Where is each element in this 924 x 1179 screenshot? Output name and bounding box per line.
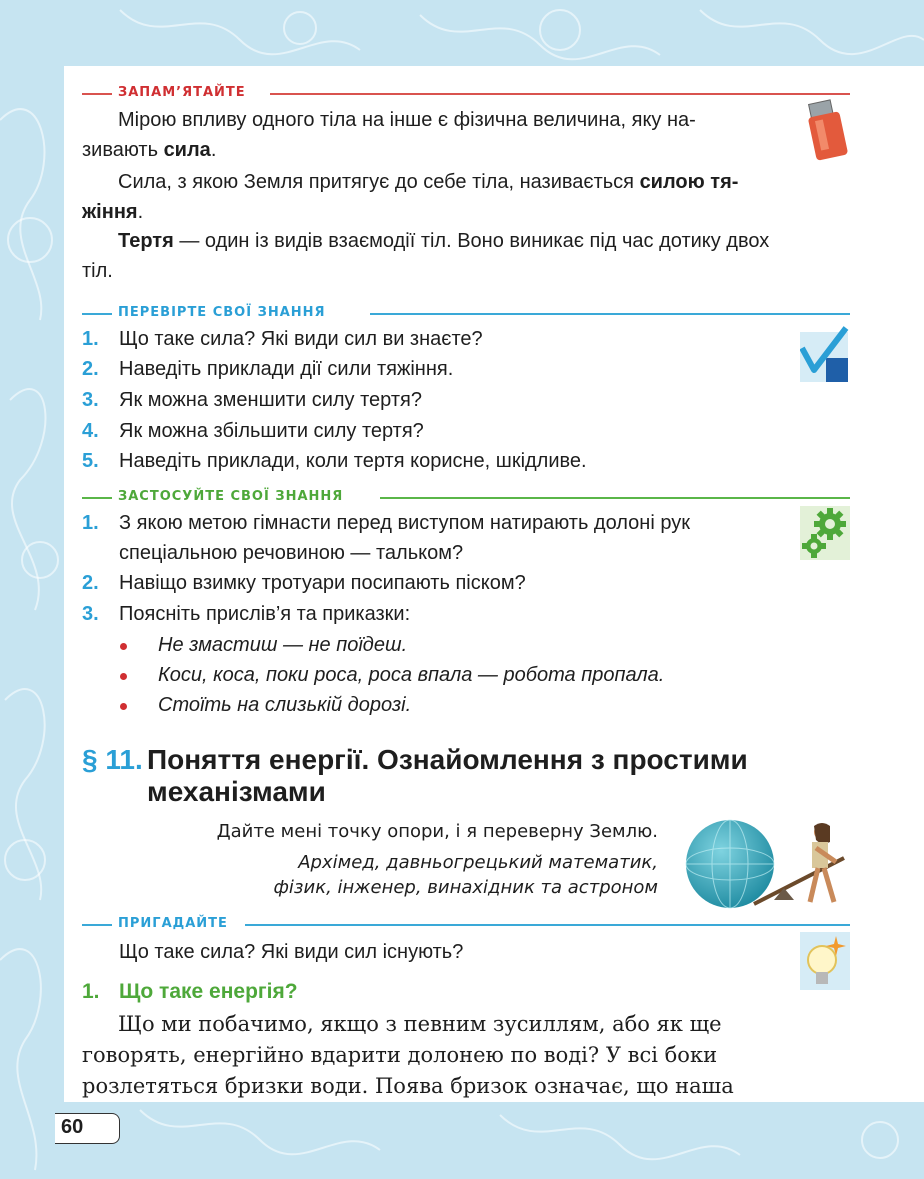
text-span: . xyxy=(137,201,144,223)
term-gravity-cont: жіння xyxy=(82,201,138,223)
item-number: 3. xyxy=(82,389,99,411)
item-text: Як можна зменшити силу тертя? xyxy=(119,389,422,411)
section-title xyxy=(147,744,827,808)
check-header-label: ПЕРЕВІРТЕ СВОЇ ЗНАННЯ xyxy=(118,305,326,320)
text-span: . xyxy=(210,139,217,161)
term-force: сила xyxy=(163,139,211,161)
bullet-dot xyxy=(120,643,127,650)
archimedes-illustration xyxy=(684,818,854,919)
lightbulb-icon xyxy=(800,930,852,997)
remember-header-label: ЗАПАМ’ЯТАЙТЕ xyxy=(118,85,246,100)
item-text: Наведіть приклади, коли тертя корисне, шкідливе. xyxy=(119,450,587,472)
page-number-tab xyxy=(55,1113,120,1144)
item-number: 4. xyxy=(82,420,99,442)
text-span: Сила, з якою Земля притягує до себе тіла, називається xyxy=(118,171,640,193)
section-title-line: Поняття енергії. Ознайомлення з простими xyxy=(147,744,748,775)
subsection-number: 1. xyxy=(82,980,100,1003)
term-friction: Тертя xyxy=(118,230,174,252)
proverb-text: Не змастиш — не поїдеш. xyxy=(158,634,408,656)
bullet-dot xyxy=(120,703,127,710)
item-text: Навіщо взимку тротуари посипають піском? xyxy=(119,572,526,594)
remember-line: тіл. xyxy=(82,260,113,282)
body-line: розлетяться бризки води. Поява бризок означає, що наша xyxy=(82,1074,734,1098)
epigraph-quote: Дайте мені точку опори, і я переверну Землю. xyxy=(216,821,658,842)
remember-line: Мірою впливу одного тіла на інше є фізична величина, яку на- xyxy=(118,109,696,131)
remember-paragraph-3 xyxy=(82,226,850,286)
bullet-dot xyxy=(120,673,127,680)
recall-text: Що таке сила? Які види сил існують? xyxy=(119,941,464,963)
recall-header xyxy=(82,911,850,931)
text-span: зивають xyxy=(82,139,164,161)
remember-paragraph-2 xyxy=(82,167,850,227)
proverb-text: Стоїть на слизькій дорозі. xyxy=(158,694,412,716)
item-text: Що таке сила? Які види сил ви знаєте? xyxy=(119,328,483,350)
proverb-text: Коси, коса, поки роса, роса впала — робота пропала. xyxy=(158,664,665,686)
checkmark-icon xyxy=(800,326,852,391)
remember-paragraph-1 xyxy=(82,105,850,165)
item-line: спеціальною речовиною — тальком? xyxy=(119,542,464,564)
remember-line xyxy=(82,135,850,165)
body-line: Що ми побачимо, якщо з певним зусиллям, або як ще xyxy=(118,1012,722,1036)
item-text: Як можна збільшити силу тертя? xyxy=(119,420,424,442)
item-text: Наведіть приклади дії сили тяжіння. xyxy=(119,358,454,380)
remember-line xyxy=(82,197,850,227)
apply-header xyxy=(82,484,850,504)
epigraph-author: фізик, інженер, винахідник та астроном xyxy=(273,877,658,898)
page-number: 60 xyxy=(61,1116,84,1138)
apply-header-label: ЗАСТОСУЙТЕ СВОЇ ЗНАННЯ xyxy=(118,489,344,504)
recall-header-label: ПРИГАДАЙТЕ xyxy=(118,916,228,931)
remember-line xyxy=(82,167,850,197)
subsection-title: Що таке енергія? xyxy=(119,980,298,1003)
item-number: 3. xyxy=(82,603,99,625)
item-line: З якою метою гімнасти перед виступом натирають долоні рук xyxy=(119,512,690,534)
item-number: 2. xyxy=(82,572,99,594)
epigraph-author: Архімед, давньогрецький математик, xyxy=(298,852,658,873)
item-text: Поясніть прислів’я та приказки: xyxy=(119,603,411,625)
body-line: говорять, енергійно вдарити долонею по воді? У всі боки xyxy=(82,1043,718,1067)
item-number: 5. xyxy=(82,450,99,472)
section-title-line: механізмами xyxy=(147,776,326,807)
remember-header xyxy=(82,80,850,100)
item-number: 1. xyxy=(82,328,99,350)
text-span: — один із видів взаємодії тіл. Воно виникає під час дотику двох xyxy=(173,230,770,252)
check-header xyxy=(82,300,850,320)
item-number: 1. xyxy=(82,512,99,534)
item-text xyxy=(119,508,809,568)
remember-line xyxy=(82,226,850,256)
item-number: 2. xyxy=(82,358,99,380)
term-gravity: силою тя- xyxy=(639,171,739,193)
section-number: § 11. xyxy=(82,744,143,775)
